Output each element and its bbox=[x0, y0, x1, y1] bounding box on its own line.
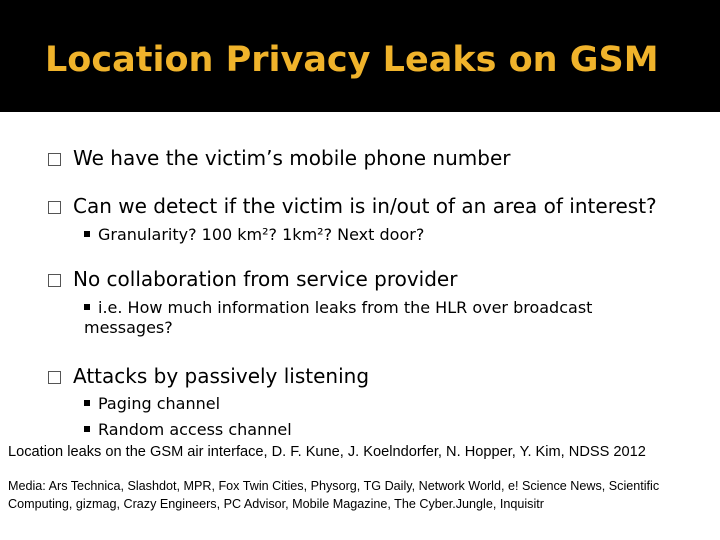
media-coverage-list: Media: Ars Technica, Slashdot, MPR, Fox Twin Cities, Physorg, TG Daily, Network World, e! Science News, Scientific Computing, gizmag, Crazy Engineers, PC Advisor, Mobile Magazine, The Cyber.Jungle, Inquisitr bbox=[8, 479, 660, 511]
sub-bullet-text: Random access channel bbox=[98, 420, 292, 439]
sub-bullet-text: Granularity? 100 km²? 1km²? Next door? bbox=[98, 225, 425, 244]
bullet-text: Can we detect if the victim is in/out of an area of interest? bbox=[73, 194, 657, 218]
bullet-text: We have the victim’s mobile phone number bbox=[73, 146, 511, 170]
checkbox-bullet-icon bbox=[48, 371, 61, 384]
reference-citation: Location leaks on the GSM air interface, D. F. Kune, J. Koelndorfer, N. Hopper, Y. Kim, NDSS 2012 bbox=[8, 444, 646, 460]
checkbox-bullet-icon bbox=[48, 274, 61, 287]
bullet-item bbox=[48, 146, 510, 170]
sub-bullet-text: Paging channel bbox=[98, 394, 221, 413]
bullet-text: Attacks by passively listening bbox=[73, 364, 370, 388]
sub-bullet-item bbox=[84, 298, 684, 338]
bullet-item bbox=[48, 267, 457, 291]
sub-bullet-item bbox=[84, 394, 220, 413]
square-bullet-icon bbox=[84, 231, 90, 237]
checkbox-bullet-icon bbox=[48, 201, 61, 214]
square-bullet-icon bbox=[84, 304, 90, 310]
sub-bullet-item bbox=[84, 225, 424, 244]
checkbox-bullet-icon bbox=[48, 153, 61, 166]
square-bullet-icon bbox=[84, 400, 90, 406]
sub-bullet-item bbox=[84, 420, 292, 439]
slide-title: Location Privacy Leaks on GSM bbox=[45, 40, 659, 80]
bullet-item bbox=[48, 194, 657, 218]
sub-bullet-text: i.e. How much information leaks from the HLR over broadcast messages? bbox=[84, 298, 593, 337]
bullet-text: No collaboration from service provider bbox=[73, 267, 458, 291]
bullet-item bbox=[48, 364, 369, 388]
square-bullet-icon bbox=[84, 426, 90, 432]
